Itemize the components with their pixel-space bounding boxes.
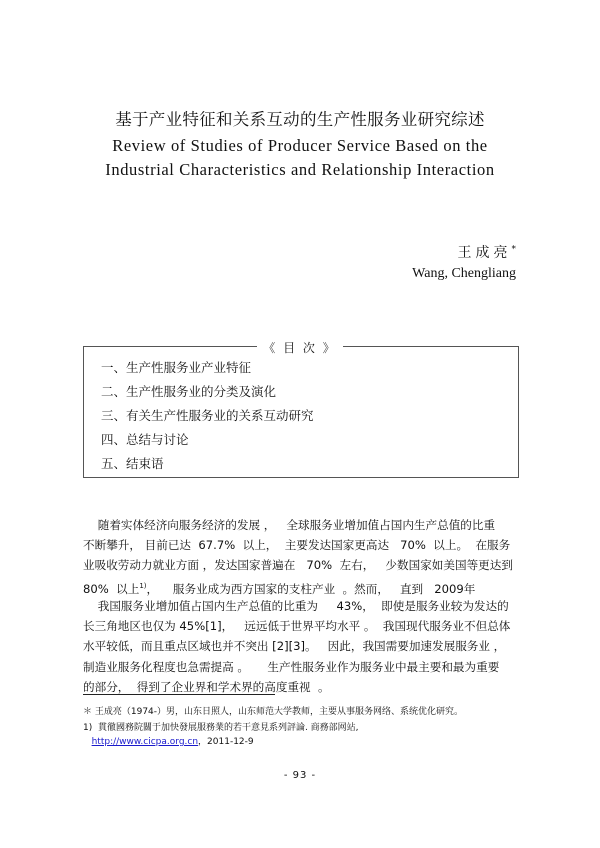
body-line: 的部分， 得到了企业界和学术界的高度重视 。 [83, 679, 330, 694]
body-line: 长三角地区也仅为 45%[1]， 远远低于世界平均水平 。 我国现代服务业不但总体 [83, 619, 511, 634]
footnote-url-link[interactable]: http://www.cicpa.org.cn [91, 737, 199, 747]
page-number: - 93 - [283, 770, 317, 781]
body-line: 我国服务业增加值占国内生产总值的比重为 43%， 即使是服务业较为发达的 [83, 599, 509, 613]
author-english: Wang, Chengliang [412, 266, 516, 281]
body-line: 业吸收劳动力就业方面 ，发达国家普遍在 70% 左右， 少数国家如美国等更达到 [83, 558, 513, 573]
toc-item: 五、结束语 [101, 456, 164, 471]
body-line: 不断攀升， 目前已达 67.7% 以上， 主要发达国家更高达 70% 以上。 在服务 [83, 538, 511, 553]
toc-item: 二、生产性服务业的分类及演化 [101, 384, 277, 399]
body-paragraph-1 [83, 515, 519, 599]
body-text: 80% 以上 [83, 581, 140, 596]
author-footnote-mark: * [511, 244, 516, 255]
footnote-date: ，2011-12-9 [198, 737, 254, 747]
toc-item: 三、有关生产性服务业的关系互动研究 [101, 408, 314, 423]
toc-heading [0, 339, 600, 356]
body-line: 水平较低，而且重点区域也并不突出 [2][3]。 因此，我国需要加速发展服务业 ， [83, 639, 506, 654]
title-chinese: 基于产业特征和关系互动的生产性服务业研究综述 [115, 110, 485, 129]
footnote-1: 1) 貫徹國務院關于加快發展服務業的若干意見系列評論. 商務部网站, [83, 723, 359, 733]
author-name-cn: 王成亮 [457, 245, 512, 261]
footnote-divider [83, 694, 275, 695]
body-line: 随着实体经济向服务经济的发展 ， 全球服务业增加值占国内生产总值的比重 [83, 518, 496, 532]
toc-item: 四、总结与讨论 [101, 432, 189, 447]
toc-heading-text: 《 目 次 》 [257, 341, 342, 355]
body-text: ， 服务业成为西方国家的支柱产业 。然而， 直到 2009年 [146, 581, 476, 596]
footnote-ref-1: 1) [139, 581, 147, 590]
body-line: 制造业服务化程度也急需提高 。 生产性服务业作为服务业中最主要和最为重要 [83, 659, 500, 674]
toc-item: 一、生产性服务业产业特征 [101, 360, 252, 375]
author-chinese [458, 242, 517, 262]
footnote-1-url-line [83, 735, 254, 749]
footnote-author: ＊ 王成亮（1974-）男，山东日照人，山东师范大学教师，主要从事服务网络、系统优化研究。 [83, 707, 464, 717]
toc-list [101, 360, 314, 480]
title-english-line-1: Review of Studies of Producer Service Based on the [112, 136, 488, 155]
title-english-line-2: Industrial Characteristics and Relationship Interaction [105, 160, 495, 179]
body-paragraph-2 [83, 596, 519, 697]
